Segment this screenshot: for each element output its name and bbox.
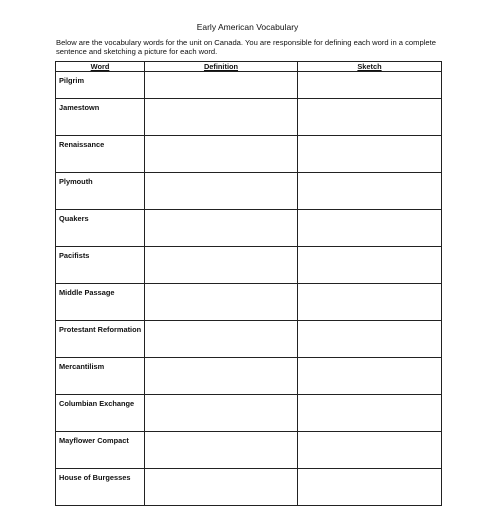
- table-row: [56, 395, 442, 432]
- sketch-cell[interactable]: [298, 358, 442, 395]
- definition-cell[interactable]: [145, 247, 298, 284]
- definition-cell[interactable]: [145, 395, 298, 432]
- word-cell: Mercantilism: [56, 358, 145, 395]
- definition-cell[interactable]: [145, 321, 298, 358]
- definition-cell[interactable]: [145, 358, 298, 395]
- header-definition: Definition: [145, 62, 298, 72]
- table-row: [56, 210, 442, 247]
- table-row: [56, 358, 442, 395]
- table-row: [56, 173, 442, 210]
- instructions-paragraph: Below are the vocabulary words for the unit on Canada. You are responsible for defining each word in a complete sentence and sketching a picture for each word.: [56, 38, 436, 56]
- word-cell: Renaissance: [56, 136, 145, 173]
- table-row: [56, 247, 442, 284]
- word-cell: Pacifists: [56, 247, 145, 284]
- sketch-cell[interactable]: [298, 284, 442, 321]
- vocabulary-table: [55, 61, 442, 506]
- sketch-cell[interactable]: [298, 173, 442, 210]
- sketch-cell[interactable]: [298, 72, 442, 99]
- table-row: [56, 284, 442, 321]
- word-cell: Columbian Exchange: [56, 395, 145, 432]
- sketch-cell[interactable]: [298, 136, 442, 173]
- table-row: [56, 99, 442, 136]
- word-cell: Middle Passage: [56, 284, 145, 321]
- word-cell: House of Burgesses: [56, 469, 145, 506]
- word-cell: Pilgrim: [56, 72, 145, 99]
- sketch-cell[interactable]: [298, 210, 442, 247]
- definition-cell[interactable]: [145, 99, 298, 136]
- sketch-cell[interactable]: [298, 395, 442, 432]
- table-row: [56, 321, 442, 358]
- definition-cell[interactable]: [145, 469, 298, 506]
- word-cell: Plymouth: [56, 173, 145, 210]
- table-row: [56, 469, 442, 506]
- definition-cell[interactable]: [145, 210, 298, 247]
- sketch-cell[interactable]: [298, 247, 442, 284]
- sketch-cell[interactable]: [298, 321, 442, 358]
- table-row: [56, 432, 442, 469]
- word-cell: Mayflower Compact: [56, 432, 145, 469]
- word-cell: Jamestown: [56, 99, 145, 136]
- header-word: Word: [56, 62, 145, 72]
- word-cell: Quakers: [56, 210, 145, 247]
- table-row: [56, 136, 442, 173]
- sketch-cell[interactable]: [298, 99, 442, 136]
- definition-cell[interactable]: [145, 72, 298, 99]
- definition-cell[interactable]: [145, 173, 298, 210]
- sketch-cell[interactable]: [298, 469, 442, 506]
- definition-cell[interactable]: [145, 136, 298, 173]
- word-cell: Protestant Reformation: [56, 321, 145, 358]
- document-title: Early American Vocabulary: [196, 22, 299, 32]
- table-row: [56, 72, 442, 99]
- sketch-cell[interactable]: [298, 432, 442, 469]
- definition-cell[interactable]: [145, 284, 298, 321]
- table-header-row: [56, 62, 442, 72]
- definition-cell[interactable]: [145, 432, 298, 469]
- header-sketch: Sketch: [298, 62, 442, 72]
